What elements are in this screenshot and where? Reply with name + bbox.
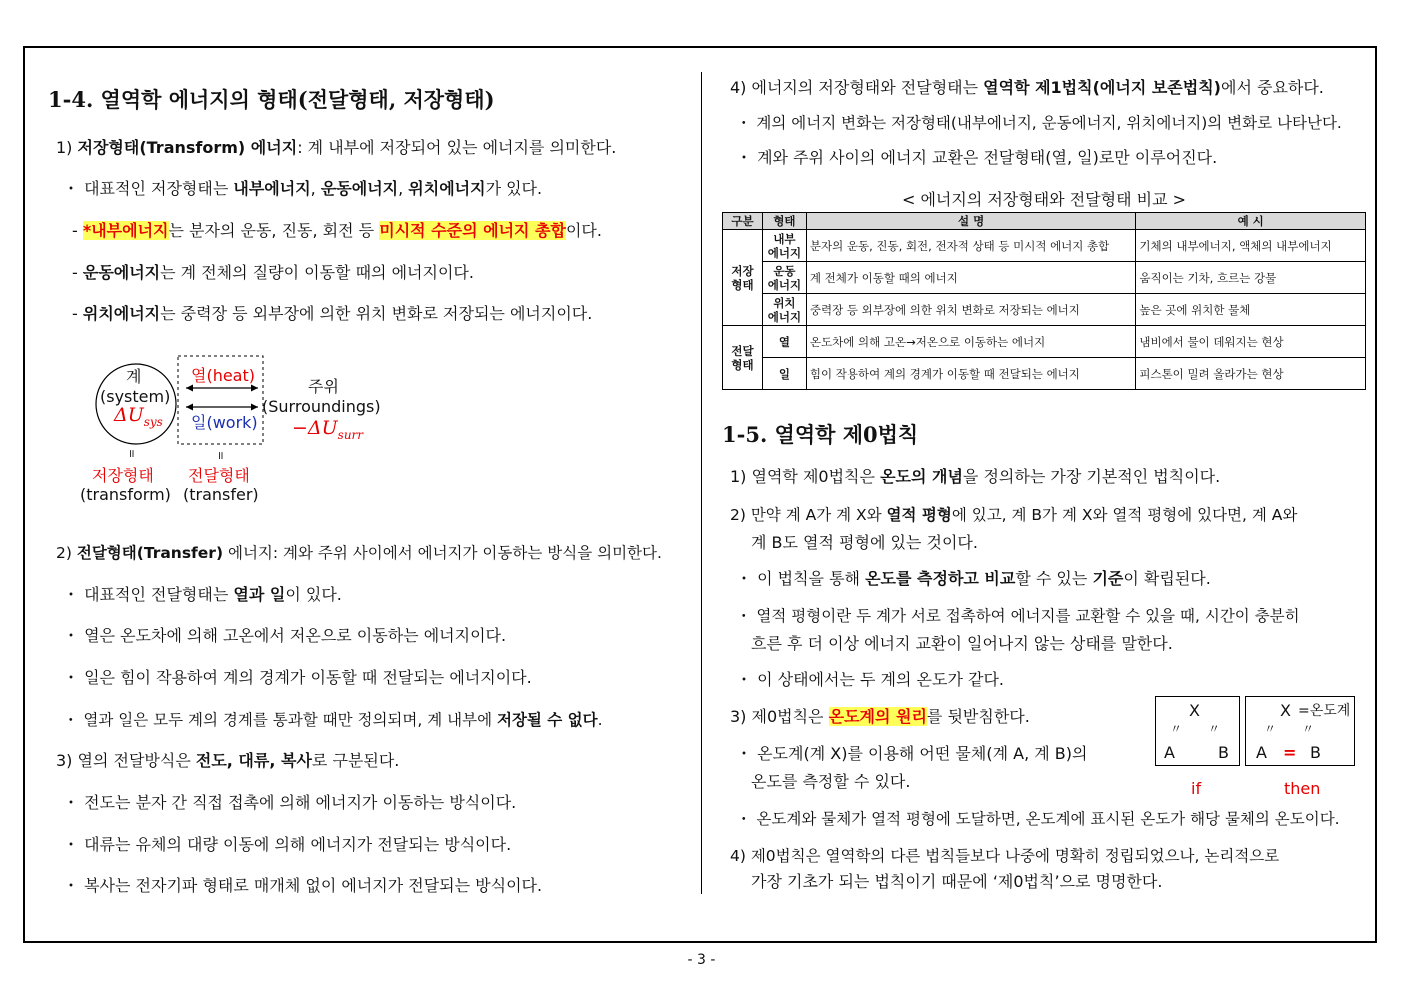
txt: 전도, 대류, 복사: [195, 751, 312, 770]
s1-num: 1): [56, 138, 78, 157]
txt: 를 뒷받침한다.: [926, 707, 1030, 726]
table-row: [723, 358, 1366, 390]
if-b: B: [1218, 743, 1229, 762]
bullet-s3-2: ・ 대류는 유체의 대량 이동에 의해 에너지가 전달되는 방식이다.: [63, 835, 512, 854]
bullet-s4-2: ・ 계와 주위 사이의 에너지 교환은 전달형태(열, 일)로만 이루어진다.: [736, 148, 1218, 167]
header-cell: 구분: [723, 213, 763, 230]
bullet-s4-1: ・ 계의 에너지 변화는 저장형태(내부에너지, 운동에너지, 위치에너지)의 변화로 나타난다.: [736, 114, 1342, 132]
then-note: =온도계: [1298, 703, 1351, 719]
txt: 운동에너지: [82, 263, 161, 282]
example-cell: 높은 곳에 위치한 물체: [1136, 294, 1366, 326]
txt: 에 있고, 계 B가 계 X와 열적 평형에 있다면, 계 A와: [951, 506, 1298, 524]
txt: 는 중력장 등 외부장에 의한 위치 변화로 저장되는 에너지이다.: [160, 304, 593, 323]
bullet-s3-3: ・ 복사는 전자기파 형태로 매개체 없이 에너지가 전달되는 방식이다.: [63, 876, 543, 895]
bullet-s2-2: ・ 열은 온도차에 의해 고온에서 저온으로 이동하는 에너지이다.: [63, 626, 507, 645]
table-header-row: [723, 213, 1366, 230]
txt: 운동에너지: [320, 179, 399, 198]
txt: 온도를 측정하고 비교: [865, 569, 1016, 588]
form-cell: 열: [762, 326, 806, 358]
txt: surr: [337, 427, 364, 442]
then-eq-left: 〃: [1264, 722, 1277, 736]
header-cell: 형태: [762, 213, 806, 230]
txt: -: [72, 304, 83, 323]
para-z2: [730, 505, 1297, 525]
txt: ・ 대표적인 전달형태는: [63, 585, 234, 604]
diagram-du-sys: [114, 405, 163, 432]
highlight: *내부에너지: [82, 221, 169, 240]
txt: 3) 제0법칙은: [730, 707, 829, 726]
bullet-s2-1: [63, 585, 342, 605]
s1-term: 저장형태(Transform) 에너지: [77, 138, 298, 157]
form-cell: 일: [762, 358, 806, 390]
table-row: [723, 294, 1366, 326]
desc-cell: 계 전체가 이동할 때의 에너지: [806, 262, 1135, 294]
dash-s1-3: [72, 304, 592, 324]
group-cell-store: 저장 형태: [723, 230, 763, 326]
section-title-1-5: 1-5. 열역학 제0법칙: [722, 422, 919, 447]
if-eq-right: 〃: [1208, 722, 1221, 736]
column-divider: [701, 72, 702, 894]
txt: 기준: [1092, 569, 1124, 588]
example-cell: 피스톤이 밀려 올라가는 현상: [1136, 358, 1366, 390]
para-z2-line2: 계 B도 열적 평형에 있는 것이다.: [751, 533, 978, 552]
bullet-s3-1: ・ 전도는 분자 간 직접 접촉에 의해 에너지가 이동하는 방식이다.: [63, 793, 517, 812]
txt: 3) 열의 전달방식은: [56, 751, 196, 770]
then-b: B: [1310, 743, 1321, 762]
diagram-store: 저장형태: [92, 466, 154, 485]
if-x: X: [1189, 701, 1200, 720]
if-label: if: [1191, 779, 1202, 798]
highlight: 미시적 수준의 에너지 총합: [379, 221, 566, 240]
txt: ・ 이 법칙을 통해: [736, 569, 866, 588]
desc-cell: 힘이 작용하여 계의 경계가 이동할 때 전달되는 에너지: [806, 358, 1135, 390]
txt: 로 구분된다.: [311, 751, 400, 770]
txt: 2) 만약 계 A가 계 X와: [730, 506, 887, 524]
txt: ,: [398, 179, 409, 198]
if-a: A: [1164, 743, 1175, 762]
txt: 할 수 있는: [1015, 569, 1093, 588]
example-cell: 기체의 내부에너지, 액체의 내부에너지: [1136, 230, 1366, 262]
then-label: then: [1284, 779, 1321, 798]
bullet-s1-1: [63, 179, 542, 199]
bullet-z2-3: ・ 이 상태에서는 두 계의 온도가 같다.: [736, 670, 1004, 689]
comparison-table: [722, 212, 1366, 390]
header-cell: 설 명: [806, 213, 1135, 230]
txt: 위치에너지: [82, 304, 161, 323]
para-z4-line2: 가장 기초가 되는 법칙이기 때문에 ‘제0법칙’으로 명명한다.: [751, 872, 1163, 891]
para-s4: [730, 78, 1324, 98]
diagram-eq-1: ॥: [128, 447, 135, 460]
desc-cell: 온도차에 의해 고온→저온으로 이동하는 에너지: [806, 326, 1135, 358]
txt: 이 확립된다.: [1123, 569, 1211, 588]
para-s1: [56, 138, 616, 158]
diagram-du-surr: [292, 418, 363, 445]
dash-s1-1: [72, 221, 602, 241]
txt: 는 계 전체의 질량이 이동할 때의 에너지이다.: [160, 263, 474, 282]
form-cell: 내부 에너지: [762, 230, 806, 262]
txt: 가 있다.: [485, 179, 543, 198]
diagram-surr-en: (Surroundings): [262, 397, 381, 416]
txt: 는 분자의 운동, 진동, 회전 등: [168, 221, 380, 240]
para-z1: [730, 467, 1220, 487]
diagram-store-en: (transform): [80, 485, 171, 504]
then-eq-right: 〃: [1302, 722, 1315, 736]
form-cell: 운동 에너지: [762, 262, 806, 294]
txt: 에서 중요하다.: [1220, 78, 1324, 97]
dash-s1-2: [72, 263, 474, 283]
arrowhead: [186, 404, 193, 411]
txt: 에너지: 계와 주위 사이에서 에너지가 이동하는 방식을 의미한다.: [223, 544, 662, 562]
then-equal: =: [1283, 743, 1297, 762]
zero-law-then-box: [1245, 696, 1355, 766]
txt: 이 있다.: [285, 585, 342, 604]
txt: ΔU: [114, 404, 144, 426]
para-s3: [56, 751, 399, 771]
txt: ・ 대표적인 저장형태는: [63, 179, 234, 198]
arrowhead: [251, 404, 258, 411]
txt: 저장될 수 없다: [496, 711, 598, 729]
txt: 이다.: [565, 221, 602, 240]
txt: sys: [143, 414, 163, 429]
txt: 온도의 개념: [880, 467, 963, 486]
diagram-surr: 주위: [308, 377, 339, 396]
table-caption: < 에너지의 저장형태와 전달형태 비교 >: [901, 190, 1187, 209]
bullet-z2-2: ・ 열적 평형이란 두 계가 서로 접촉하여 에너지를 교환할 수 있을 때, 시간이 충분히: [736, 607, 1300, 625]
txt: 1) 열역학 제0법칙은: [730, 467, 881, 486]
diagram-heat: 열(heat): [191, 366, 256, 385]
txt: 열과 일: [233, 585, 286, 604]
para-z4: 4) 제0법칙은 열역학의 다른 법칙들보다 나중에 명확히 정립되었으나, 논리적으로: [730, 847, 1280, 865]
txt: -: [72, 263, 83, 282]
if-eq-left: 〃: [1170, 722, 1183, 736]
highlight: 온도계의 원리: [828, 707, 927, 726]
diagram-work: 일(work): [191, 413, 258, 432]
txt: .: [597, 711, 603, 729]
example-cell: 냄비에서 물이 데워지는 현상: [1136, 326, 1366, 358]
group-cell-transfer: 전달 형태: [723, 326, 763, 390]
table-row: [723, 262, 1366, 294]
diagram-transfer: 전달형태: [188, 466, 250, 485]
zero-law-if-box: [1155, 696, 1240, 766]
txt: 내부에너지: [233, 179, 311, 198]
txt: 위치에너지: [408, 179, 486, 198]
bullet-s2-3: ・ 일은 힘이 작용하여 계의 경계가 이동할 때 전달되는 에너지이다.: [63, 668, 532, 687]
txt: 열역학 제1법칙(에너지 보존법칙): [983, 78, 1221, 97]
diagram-system: 계: [126, 367, 142, 386]
bullet-z2-1: [736, 569, 1211, 589]
header-cell: 예 시: [1136, 213, 1366, 230]
txt: −ΔU: [292, 417, 338, 439]
then-a: A: [1256, 743, 1267, 762]
txt: 전달형태(Transfer): [76, 544, 224, 562]
txt: -: [72, 221, 83, 240]
s1-rest: : 계 내부에 저장되어 있는 에너지를 의미한다.: [297, 138, 617, 157]
bullet-z3-1: ・ 온도계(계 X)를 이용해 어떤 물체(계 A, 계 B)의: [736, 744, 1088, 763]
diagram-system-en: (system): [100, 387, 171, 406]
bullet-z3-2: ・ 온도계와 물체가 열적 평형에 도달하면, 온도계에 표시된 온도가 해당 물체의 온도이다.: [736, 810, 1340, 828]
desc-cell: 분자의 운동, 진동, 회전, 전자적 상태 등 미시적 에너지 총합: [806, 230, 1135, 262]
table-row: [723, 230, 1366, 262]
txt: ,: [310, 179, 321, 198]
desc-cell: 중력장 등 외부장에 의한 위치 변화로 저장되는 에너지: [806, 294, 1135, 326]
then-x: X: [1280, 701, 1291, 720]
diagram-eq-2: ॥: [217, 449, 224, 462]
bullet-z2-2-line2: 흐른 후 더 이상 에너지 교환이 일어나지 않는 상태를 말한다.: [751, 634, 1173, 653]
txt: 2): [56, 544, 77, 562]
txt: ・ 열과 일은 모두 계의 경계를 통과할 때만 정의되며, 계 내부에: [63, 711, 497, 729]
page-number: - 3 -: [687, 952, 716, 968]
form-cell: 위치 에너지: [762, 294, 806, 326]
para-s2: [56, 543, 662, 563]
txt: 열적 평형: [886, 506, 952, 524]
bullet-z3-1-line2: 온도를 측정할 수 있다.: [751, 772, 911, 791]
table-row: [723, 326, 1366, 358]
diagram-transfer-en: (transfer): [183, 485, 259, 504]
example-cell: 움직이는 기차, 흐르는 강물: [1136, 262, 1366, 294]
bullet-s2-4: [63, 710, 603, 730]
para-z3: [730, 707, 1030, 727]
txt: 을 정의하는 가장 기본적인 법칙이다.: [962, 467, 1221, 486]
section-title-1-4: 1-4. 열역학 에너지의 형태(전달형태, 저장형태): [48, 87, 495, 112]
txt: 4) 에너지의 저장형태와 전달형태는: [730, 78, 984, 97]
